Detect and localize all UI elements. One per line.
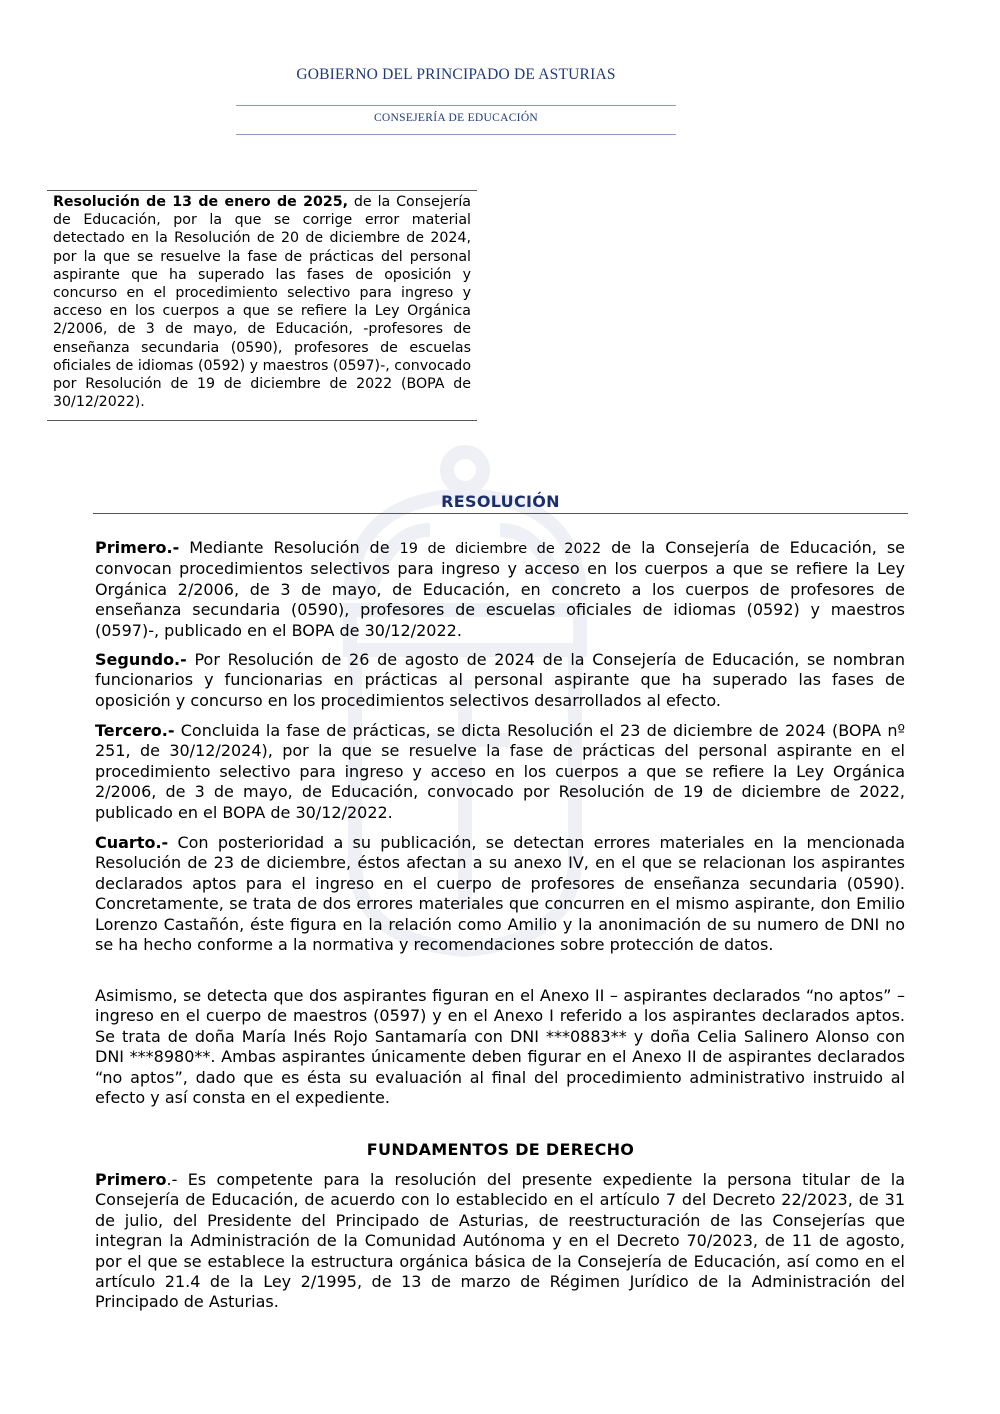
summary-text: de la Consejería de Educación, por la que se corrige error material detectado en la Resolución de 20 de diciembre de 2024, por la que se resuelve la fase de prácticas del personal aspirante que ha superado las fases de oposición y concurso en el procedimiento selectivo para ingreso y acceso en los cuerpos a que se refiere la Ley Orgánica 2/2006, de 3 de mayo, de Educación, -profesores de enseñanza secundaria (0590), profesores de escuelas oficiales de idiomas (0592) y maestros (0597)-, convocado por Resolución de 19 de diciembre de 2022 (BOPA de 30/12/2022). bbox=[53, 194, 471, 411]
segundo-label: Segundo.- bbox=[95, 650, 187, 669]
primero-text-a: Mediante Resolución de bbox=[179, 538, 400, 557]
paragraph-segundo bbox=[95, 650, 905, 711]
summary-title: Resolución de 13 de enero de 2025, bbox=[53, 194, 348, 210]
tercero-text: Concluida la fase de prácticas, se dicta Resolución el 23 de diciembre de 2024 (BOPA nº 251, de 30/12/2024), por la que se resuelve la fase de prácticas del personal aspirante en el procedimiento selectivo para ingreso y acceso en los cuerpos a que se refiere la Ley Orgánica 2/2006, de 3 de mayo, de Educación, convocado por Resolución de 19 de diciembre de 2022, publicado en el BOPA de 30/12/2022. bbox=[95, 721, 905, 822]
cuarto-label: Cuarto.- bbox=[95, 833, 169, 852]
paragraph-primero bbox=[95, 538, 905, 641]
header-divider-top bbox=[236, 105, 676, 106]
paragraph-cuarto bbox=[95, 833, 905, 955]
fundamento-primero-label: Primero bbox=[95, 1170, 167, 1189]
fundamento-primero-text: .- Es competente para la resolución del presente expediente la persona titular de la Consejería de Educación, de acuerdo con lo establecido en el artículo 7 del Decreto 22/2023, de 31 de julio, del Presidente del Principado de Asturias, de reestructuración de las Consejerías que integran la Administración de la Comunidad Autónoma y en el Decreto 70/2023, de 11 de agosto, por el que se establece la estructura orgánica básica de la Consejería de Educación, así como en el artículo 21.4 de la Ley 2/1995, de 13 de marzo de Régimen Jurídico de la Administración del Principado de Asturias. bbox=[95, 1170, 905, 1312]
paragraph-tercero bbox=[95, 721, 905, 823]
cuarto-text: Con posterioridad a su publicación, se detectan errores materiales en la mencionada Resolución de 23 de diciembre, éstos afectan a su anexo IV, en el que se relacionan los aspirantes declarados aptos para el ingreso en el cuerpo de profesores de enseñanza secundaria (0590). Concretamente, se trata de dos errores materiales que concurren en el mismo aspirante, don Emilio Lorenzo Castañón, éste figura en la relación como Amilio y la anonimación de su numero de DNI no se ha hecho conforme a la normativa y recomendaciones sobre protección de datos. bbox=[95, 833, 905, 955]
resolution-heading: RESOLUCIÓN bbox=[441, 492, 560, 511]
asimismo-text: Asimismo, se detecta que dos aspirantes figuran en el Anexo II – aspirantes declarados “no aptos” – ingreso en el cuerpo de maestros (0597) y en el Anexo I referido a los aspirantes declarados aptos. Se trata de doña María Inés Rojo Santamaría con DNI ***0883** y doña Celia Salinero Alonso con DNI ***8980**. Ambas aspirantes únicamente deben figurar en el Anexo II de aspirantes declarados “no aptos”, dado que es ésta su evaluación al final del procedimiento administrativo instruido al efecto y así consta en el expediente. bbox=[95, 986, 905, 1108]
primero-date: 19 de diciembre de 2022 bbox=[399, 541, 602, 557]
tercero-label: Tercero.- bbox=[95, 721, 175, 740]
fundamentos-heading: FUNDAMENTOS DE DERECHO bbox=[366, 1140, 635, 1159]
government-header: GOBIERNO DEL PRINCIPADO DE ASTURIAS bbox=[296, 66, 616, 83]
header-divider-bottom bbox=[236, 134, 676, 135]
department-header: CONSEJERÍA DE EDUCACIÓN bbox=[373, 112, 539, 124]
resolution-summary-box bbox=[47, 190, 477, 421]
primero-label: Primero.- bbox=[95, 538, 180, 557]
segundo-text: Por Resolución de 26 de agosto de 2024 de la Consejería de Educación, se nombran funcionarios y funcionarias en prácticas al personal aspirante que ha superado las fases de oposición y concurso en los procedimientos selectivos desarrollados al efecto. bbox=[95, 650, 905, 710]
primero-text-b: de la Consejería de Educación, se convocan procedimientos selectivos para ingreso y acceso en los cuerpos a que se refiere la Ley Orgánica 2/2006, de 3 de mayo, de Educación, en concreto a los cuerpos de profesores de enseñanza secundaria (0590), profesores de escuelas oficiales de idiomas (0592) y maestros (0597)-, publicado en el BOPA de 30/12/2022. bbox=[95, 538, 906, 640]
resolution-heading-rule bbox=[93, 513, 908, 514]
paragraph-fundamento-primero bbox=[95, 1170, 905, 1313]
paragraph-asimismo bbox=[95, 986, 905, 1108]
